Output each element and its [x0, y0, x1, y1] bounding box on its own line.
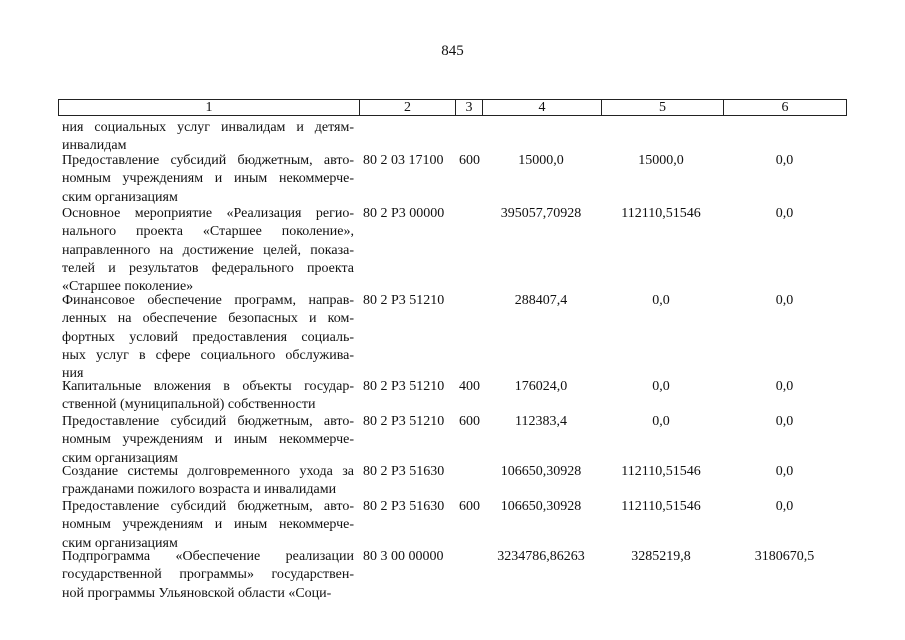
description-line: Предоставление субсидий бюджетным, авто- [62, 499, 354, 514]
description-line: номным учреждениям и иным некоммерче- [62, 517, 354, 533]
description-line: Капитальные вложения в объекты государ- [62, 379, 354, 394]
description-line: номным учреждениям и иным некоммерче- [62, 171, 354, 187]
value-col-5: 112110,51546 [621, 464, 701, 479]
value-col-6: 0,0 [775, 206, 794, 221]
description-line: Финансовое обеспечение программ, направ- [62, 293, 354, 308]
description-line: Создание системы долговременного ухода за [62, 464, 354, 479]
description-line: инвалидам [62, 138, 127, 154]
description-line: ных услуг в сфере социального обслужива- [62, 347, 354, 363]
description-line: нального проекта «Старшее поколение», [62, 224, 354, 240]
header-col-3: 3 [456, 100, 483, 115]
value-col-6: 3180670,5 [754, 549, 815, 564]
code-cell: 80 2 Р3 51210 [363, 379, 445, 394]
row-description [62, 292, 354, 383]
value-col-5: 0,0 [652, 293, 670, 308]
description-line: ленных на обеспечение безопасных и ком- [62, 311, 354, 327]
description-line: Подпрограмма «Обеспечение реализации [62, 549, 354, 564]
row-description [62, 413, 354, 468]
header-col-6: 6 [781, 100, 789, 115]
description-line: Предоставление субсидий бюджетным, авто- [62, 414, 354, 429]
value-col-4: 106650,30928 [500, 464, 582, 479]
row-description [62, 378, 354, 415]
description-line: номным учреждениям и иным некоммерче- [62, 432, 354, 448]
code-cell: 80 2 03 17100 [363, 153, 444, 168]
description-line: ния социальных услуг инвалидам и детям- [62, 120, 354, 135]
code-cell: 80 3 00 00000 [363, 549, 444, 564]
description-line: ния [62, 366, 84, 382]
code-cell: 80 2 Р3 51210 [363, 414, 445, 429]
description-line: телей и результатов федерального проекта [62, 260, 354, 276]
value-col-4: 106650,30928 [500, 499, 582, 514]
value-col-4: 288407,4 [514, 293, 568, 308]
row-description [62, 463, 354, 500]
row-description [62, 205, 354, 296]
row-description [62, 152, 354, 207]
code-cell: 80 2 Р3 51630 [363, 464, 445, 479]
value-col-6: 0,0 [775, 379, 794, 394]
code-cell: 80 2 Р3 51630 [363, 499, 445, 514]
table-header [58, 99, 847, 116]
row-description [62, 548, 354, 603]
value-col-4: 112383,4 [515, 414, 567, 429]
row-description [62, 119, 354, 156]
value-col-4: 15000,0 [518, 153, 564, 168]
expense-type-cell: 400 [459, 379, 480, 394]
value-col-5: 112110,51546 [621, 206, 701, 221]
description-line: ной программы Ульяновской области «Соци- [62, 585, 332, 601]
value-col-5: 112110,51546 [621, 499, 701, 514]
value-col-6: 0,0 [775, 499, 794, 514]
value-col-4: 3234786,86263 [497, 549, 585, 564]
description-line: Предоставление субсидий бюджетным, авто- [62, 153, 354, 168]
description-line: «Старшее поколение» [62, 279, 194, 295]
value-col-6: 0,0 [775, 464, 794, 479]
value-col-6: 0,0 [775, 153, 794, 168]
value-col-5: 0,0 [652, 379, 670, 394]
description-line: ским организациям [62, 189, 178, 205]
header-col-4: 4 [483, 100, 602, 115]
value-col-4: 395057,70928 [500, 206, 582, 221]
value-col-5: 15000,0 [638, 153, 684, 168]
code-cell: 80 2 Р3 00000 [363, 206, 445, 221]
expense-type-cell: 600 [459, 414, 480, 429]
value-col-5: 3285219,8 [631, 549, 691, 564]
header-col-2: 2 [360, 100, 456, 115]
expense-type-cell: 600 [459, 499, 480, 514]
description-line: направленного на достижение целей, показа- [62, 242, 354, 258]
value-col-5: 0,0 [652, 414, 670, 429]
description-line: Основное мероприятие «Реализация регио- [62, 206, 354, 221]
description-line: гражданами пожилого возраста и инвалидами [62, 482, 337, 498]
header-col-5: 5 [602, 100, 724, 115]
code-cell: 80 2 Р3 51210 [363, 293, 445, 308]
description-line: ским организациям [62, 450, 178, 466]
description-line: ским организациям [62, 535, 178, 551]
value-col-6: 0,0 [775, 414, 794, 429]
value-col-4: 176024,0 [514, 379, 568, 394]
header-col-1: 1 [59, 100, 360, 115]
expense-type-cell: 600 [459, 153, 480, 168]
description-line: фортных условий предоставления социаль- [62, 329, 354, 345]
description-line: государственной программы» государствен- [62, 567, 354, 583]
value-col-6: 0,0 [775, 293, 794, 308]
row-description [62, 498, 354, 553]
page-number: 845 [441, 43, 464, 59]
description-line: ственной (муниципальной) собственности [62, 397, 316, 413]
